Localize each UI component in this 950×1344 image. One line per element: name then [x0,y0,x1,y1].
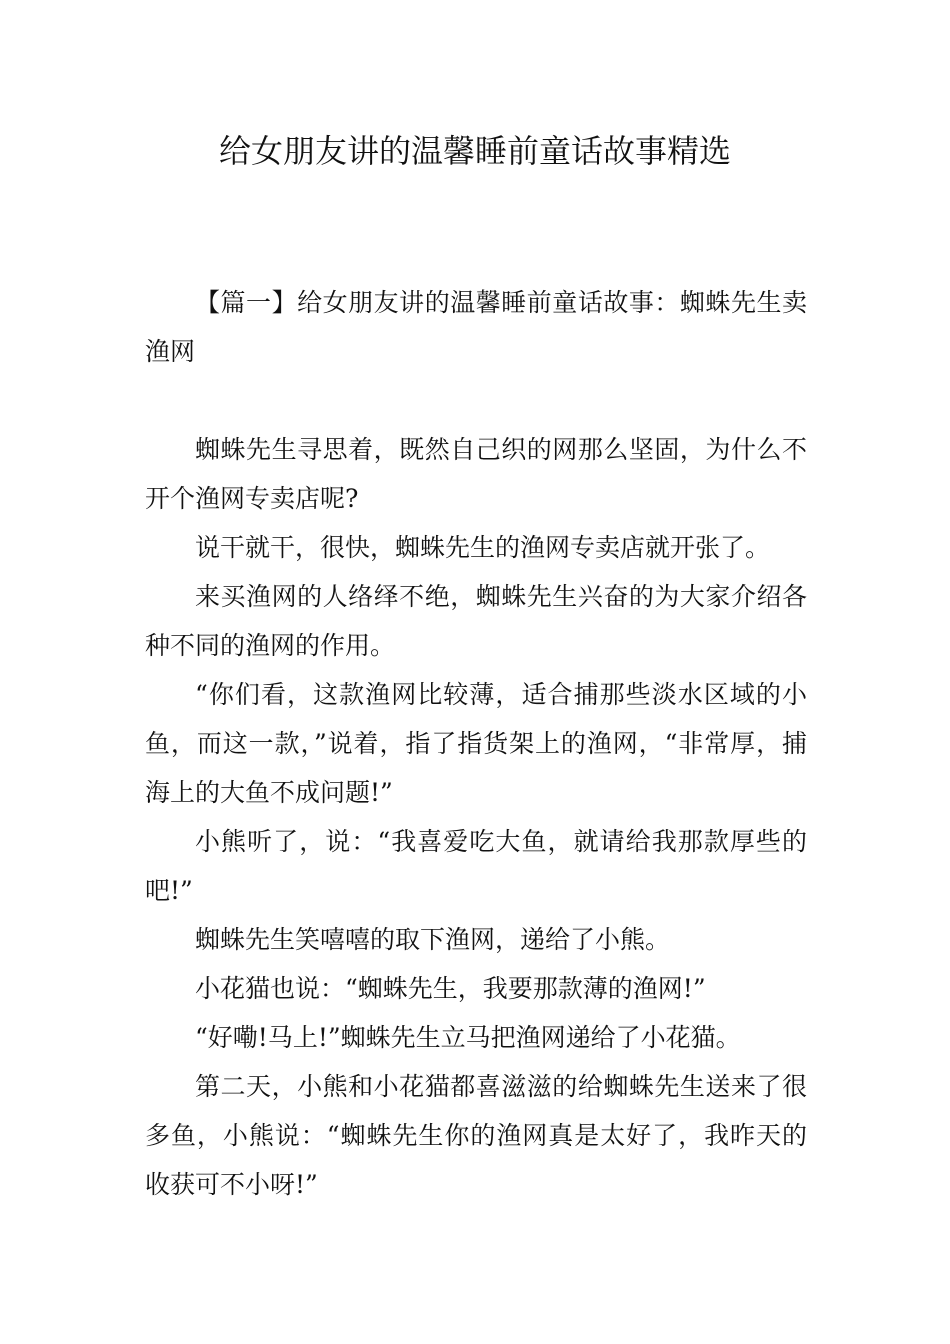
paragraph: 说干就干，很快，蜘蛛先生的渔网专卖店就开张了。 [195,533,771,562]
paragraph: 小花猫也说：“蜘蛛先生，我要那款薄的渔网!” [195,974,706,1003]
paragraph: 来买渔网的人络绎不绝，蜘蛛先生兴奋的为大家介绍各种不同的渔网的作用。 [145,582,807,660]
document-body [145,278,807,1209]
paragraph: “你们看，这款渔网比较薄，适合捕那些淡水区域的小鱼，而这一款，”说着，指了指货架上的渔网，“非常厚，捕海上的大鱼不成问题!” [145,680,807,807]
paragraph: “好嘞!马上!”蜘蛛先生立马把渔网递给了小花猫。 [195,1023,741,1052]
document-title: 给女朋友讲的温馨睡前童话故事精选 [218,132,731,170]
paragraph: 小熊听了，说：“我喜爱吃大鱼，就请给我那款厚些的吧!” [145,827,807,905]
paragraph: 蜘蛛先生笑嘻嘻的取下渔网，递给了小熊。 [195,925,671,954]
paragraph: 第二天，小熊和小花猫都喜滋滋的给蜘蛛先生送来了很多鱼，小熊说：“蜘蛛先生你的渔网真是太好了，我昨天的收获可不小呀!” [145,1072,807,1199]
section-heading: 【篇一】给女朋友讲的温馨睡前童话故事：蜘蛛先生卖渔网 [145,288,807,366]
paragraph: 蜘蛛先生寻思着，既然自己织的网那么坚固，为什么不开个渔网专卖店呢? [145,435,807,513]
